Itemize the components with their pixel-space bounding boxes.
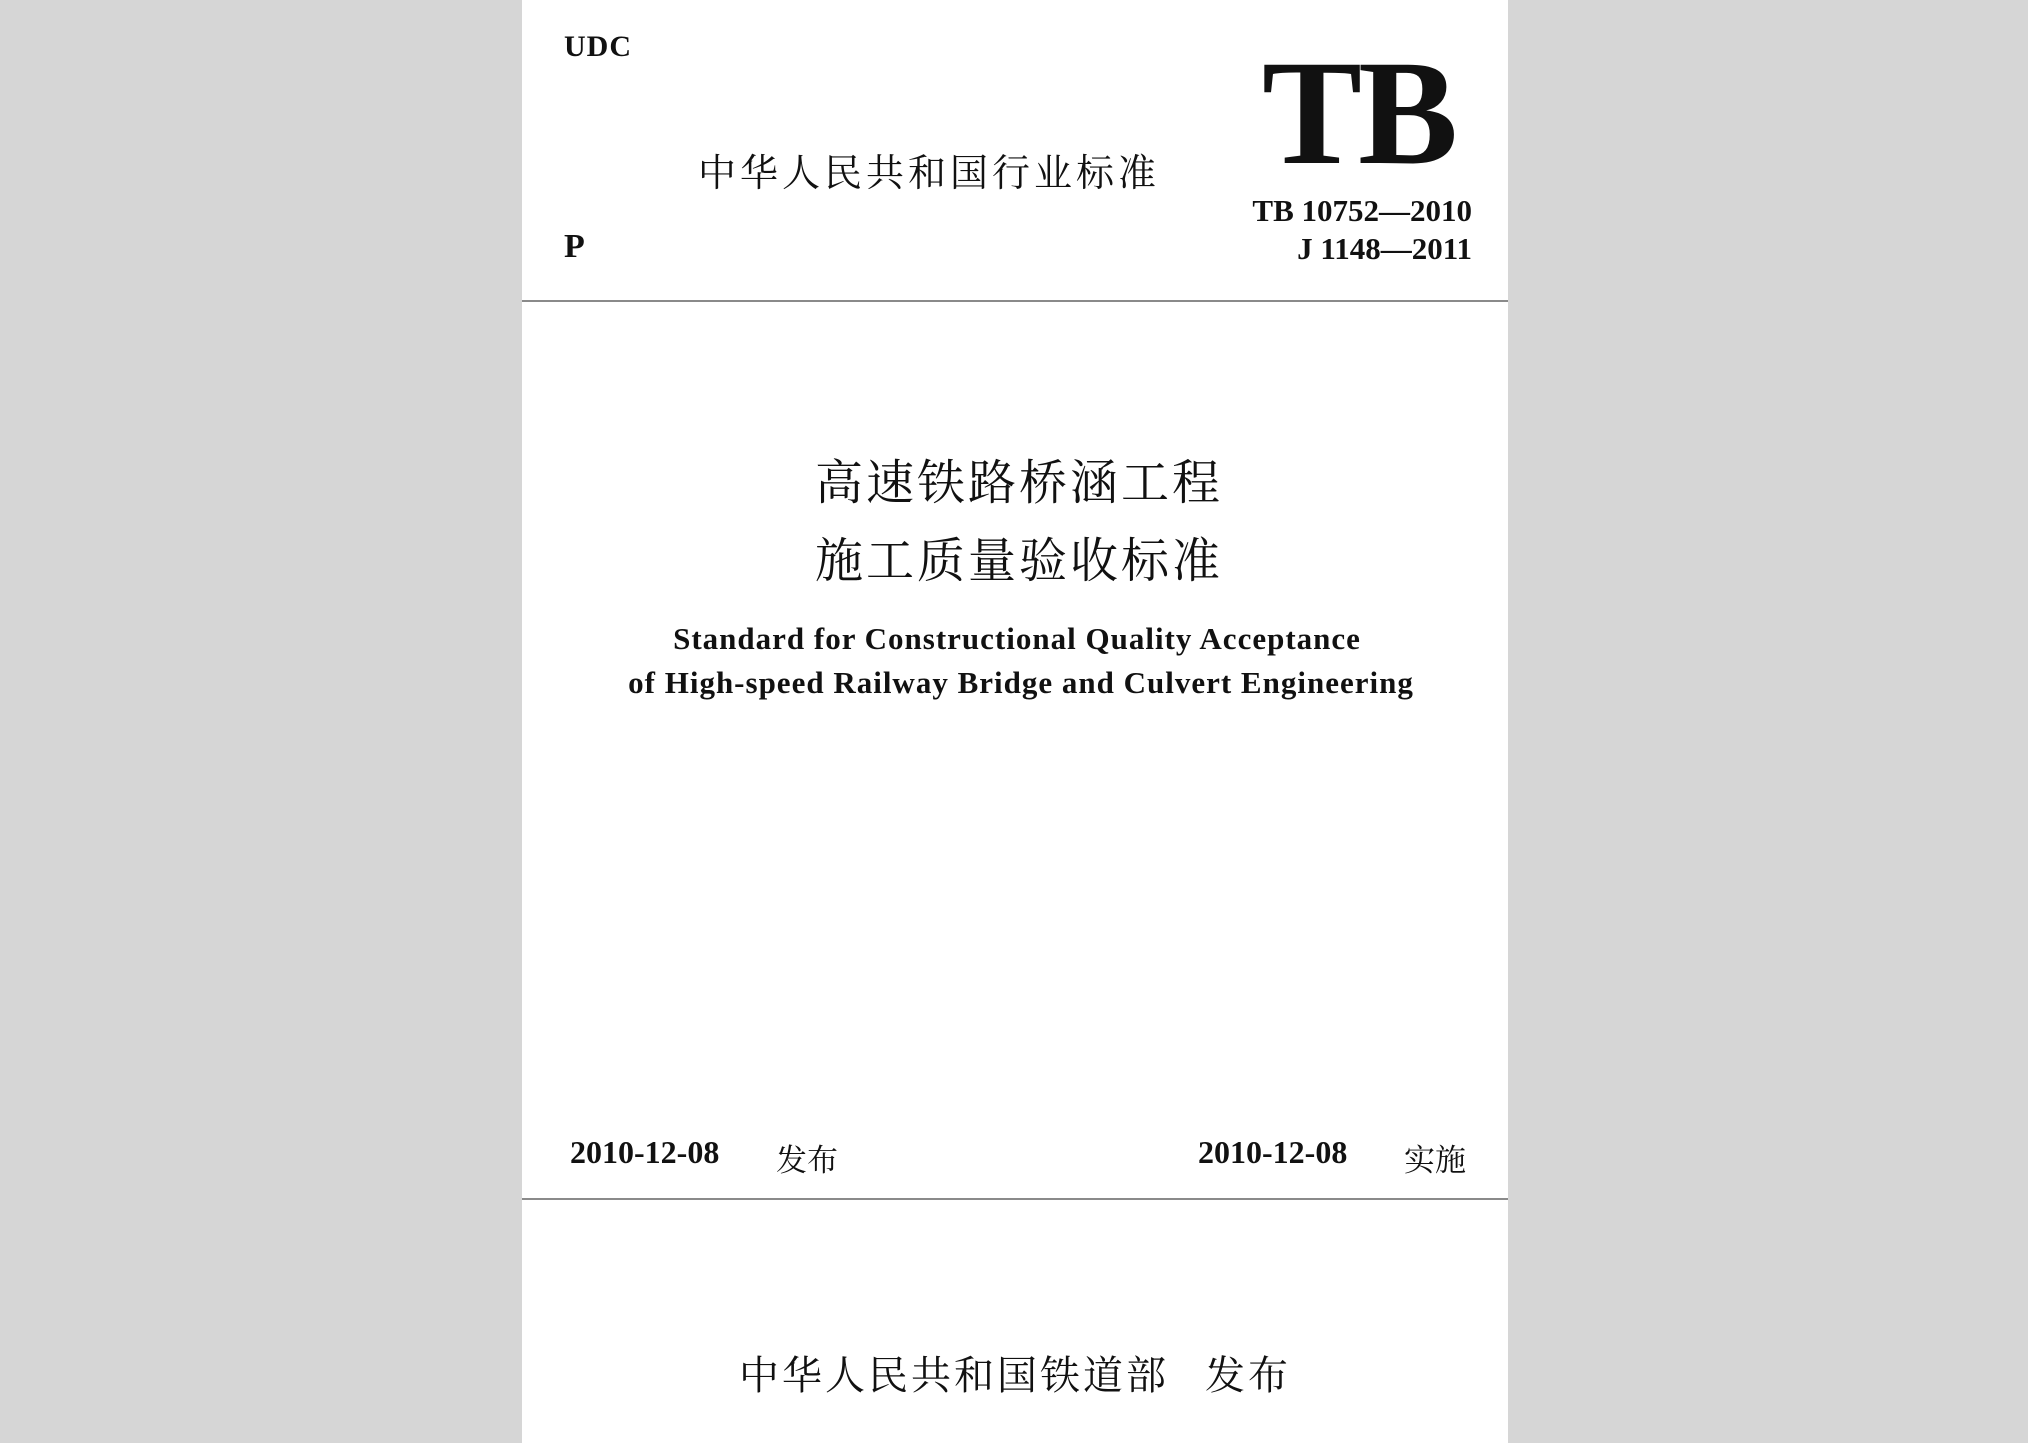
udc-label: UDC	[564, 30, 632, 63]
record-number: J 1148—2011	[1297, 231, 1472, 266]
publisher-name: 中华人民共和国铁道部	[739, 1353, 1169, 1399]
title-en-line1: Standard for Constructional Quality Acceptance	[673, 621, 1361, 656]
publisher-line	[522, 1344, 1508, 1401]
implement-label: 实施	[1404, 1143, 1466, 1179]
industry-standard-heading: 中华人民共和国行业标准	[698, 151, 1161, 195]
tb-logo: TB	[1262, 30, 1455, 196]
title-cn-line1: 高速铁路桥涵工程	[814, 455, 1223, 511]
implement-date: 2010-12-08	[1198, 1134, 1348, 1170]
standard-cover-page	[522, 0, 1508, 1443]
classification-code: P	[564, 228, 585, 265]
standard-number: TB 10752—2010	[1252, 193, 1472, 228]
top-divider	[522, 300, 1508, 302]
standard-numbers	[1252, 192, 1472, 268]
publisher-action: 发布	[1205, 1353, 1291, 1399]
title-en-line2: of High-speed Railway Bridge and Culvert Engineering	[628, 665, 1414, 700]
issue-label: 发布	[776, 1143, 838, 1179]
bottom-divider	[522, 1198, 1508, 1200]
issue-date: 2010-12-08	[570, 1134, 720, 1170]
title-cn-line2: 施工质量验收标准	[814, 533, 1223, 589]
